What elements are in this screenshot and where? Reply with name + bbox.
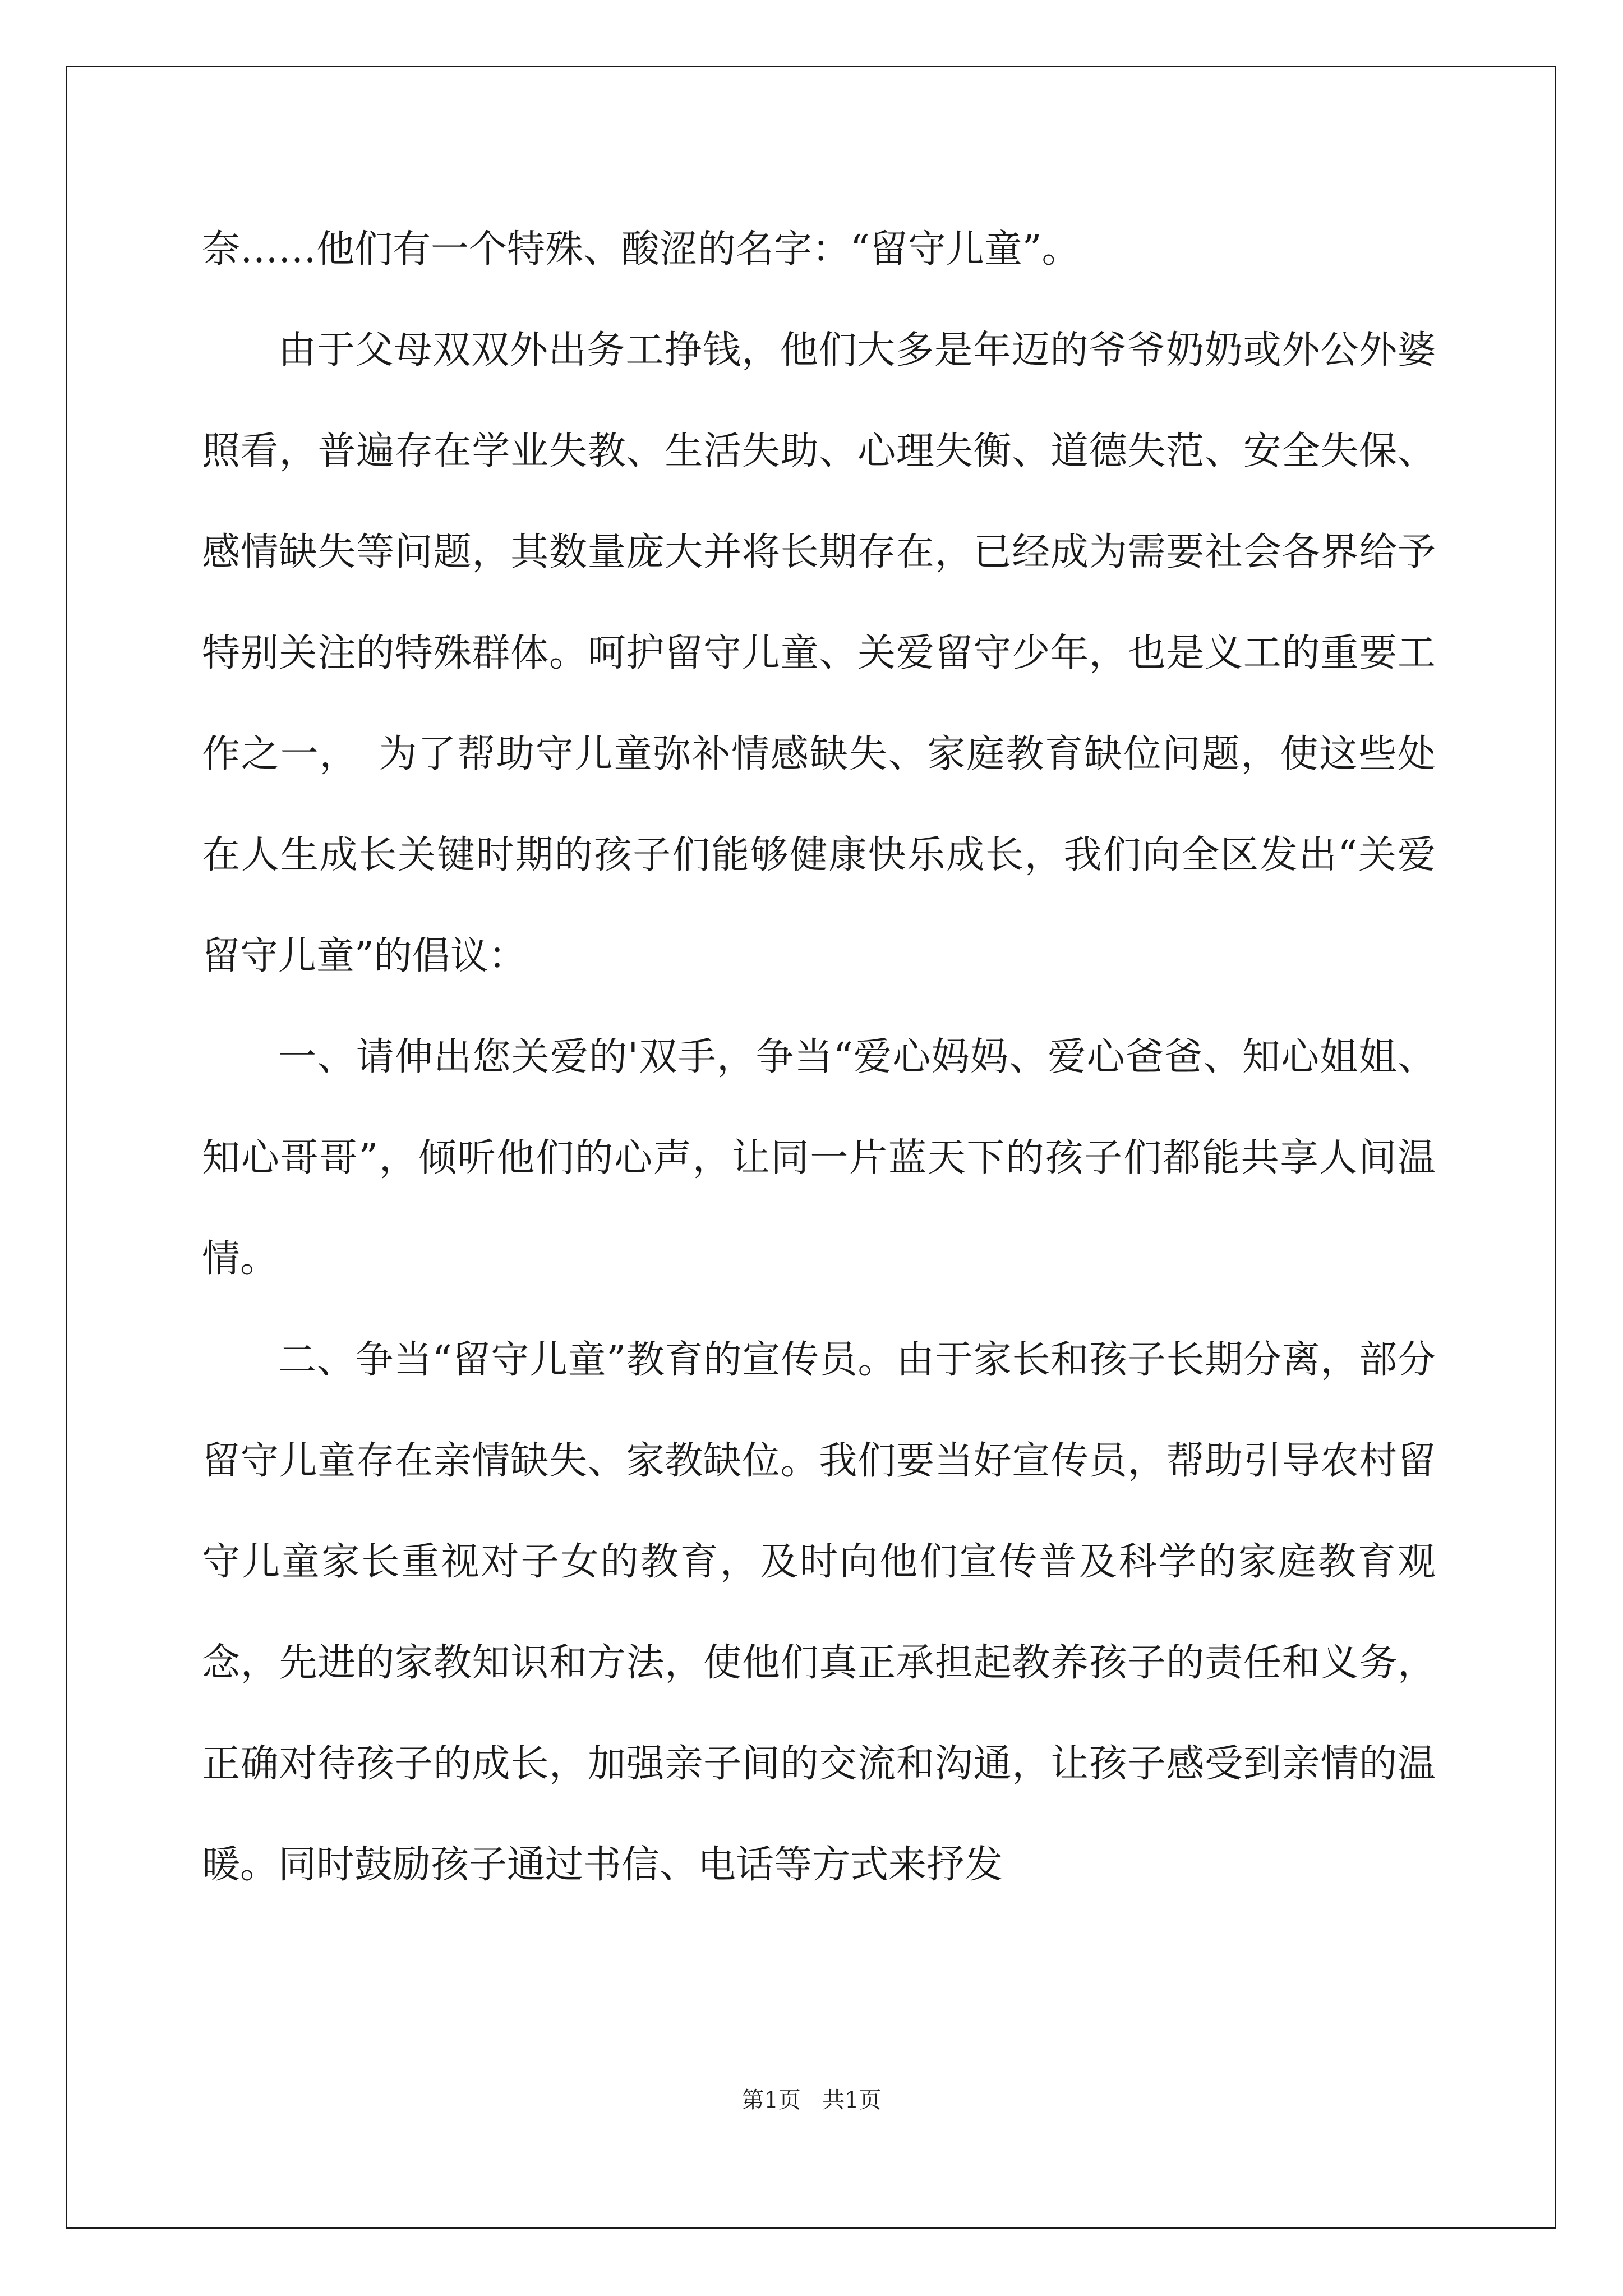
page-footer	[0, 2083, 1623, 2117]
document-body	[202, 199, 1436, 1916]
paragraph-item-two: 二、争当“留守儿童”教育的宣传员。由于家长和孩子长期分离，部分留守儿童存在亲情缺失、家教缺位。我们要当好宣传员，帮助引导农村留守儿童家长重视对子女的教育，及时向他们宣传普及科学的家庭教育观念，先进的家教知识和方法，使他们真正承担起教养孩子的责任和义务，正确对待孩子的成长，加强亲子间的交流和沟通，让孩子感受到亲情的温暖。同时鼓励孩子通过书信、电话等方式来抒发	[202, 1338, 1436, 1887]
paragraph-intro: 由于父母双双外出务工挣钱，他们大多是年迈的爷爷奶奶或外公外婆照看，普遍存在学业失教、生活失助、心理失衡、道德失范、安全失保、感情缺失等问题，其数量庞大并将长期存在，已经成为需要社会各界给予特别关注的特殊群体。呵护留守儿童、关爱留守少年，也是义工的重要工作之一， 为了帮助守儿童弥补情感缺失、家庭教育缺位问题，使这些处在人生成长关键时期的孩子们能够健康快乐成长，我们向全区发出“关爱留守儿童”的倡议：	[202, 328, 1436, 978]
paragraph-item-one: 一、请伸出您关爱的'双手，争当“爱心妈妈、爱心爸爸、知心姐姐、知心哥哥”，倾听他们的心声，让同一片蓝天下的孩子们都能共享人间温情。	[202, 1035, 1436, 1281]
page-total: 共1页	[822, 2087, 882, 2113]
page-number: 第1页	[741, 2087, 801, 2113]
paragraph-continuation: 奈……他们有一个特殊、酸涩的名字：“留守儿童”。	[202, 227, 1080, 272]
